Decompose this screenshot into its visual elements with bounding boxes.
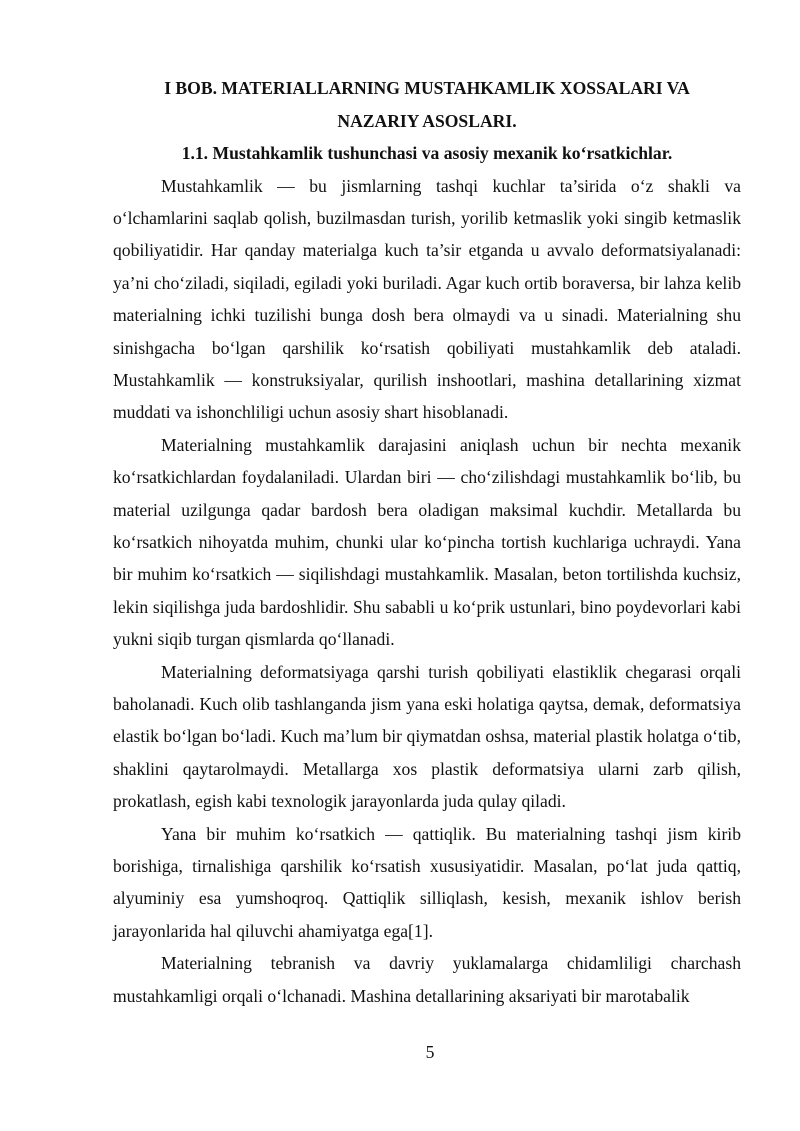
section-title: 1.1. Mustahkamlik tushunchasi va asosiy mexanik ko‘rsatkichlar. bbox=[181, 143, 673, 163]
paragraph-2: Materialning mustahkamlik darajasini aniqlash uchun bir nechta mexanik ko‘rsatkichlardan foydalaniladi. Ulardan biri — cho‘zilishdagi mustahkamlik bo‘lib, bu material uzilgunga qadar bardosh bera oladigan maksimal kuchdir. Metallarda bu ko‘rsatkich nihoyatda muhim, chunki ular ko‘pincha tortish kuchlariga uchraydi. Yana bir muhim ko‘rsatkich — siqilishdagi mustahkamlik. Masalan, beton tortilishda kuchsiz, lekin siqilishga juda bardoshlidir. Shu sababli u ko‘prik ustunlari, bino poydevorlari kabi yukni siqib turgan qismlarda qo‘llanadi. bbox=[113, 434, 741, 650]
paragraph-3: Materialning deformatsiyaga qarshi turish qobiliyati elastiklik chegarasi orqali baholanadi. Kuch olib tashlanganda jism yana eski holatiga qaytsa, demak, deformatsiya elastik bo‘lgan bo‘ladi. Kuch ma’lum bir qiymatdan oshsa, material plastik holatga o‘tib, shaklini qaytarolmaydi. Metallarga xos plastik deformatsiya ularni zarb qilish, prokatlash, egish kabi texnologik jarayonlarda juda qulay qiladi. bbox=[113, 661, 741, 812]
paragraph-1: Mustahkamlik — bu jismlarning tashqi kuchlar ta’sirida o‘z shakli va o‘lchamlarini saqlab qolish, buzilmasdan turish, yorilib ketmaslik yoki singib ketmaslik qobiliyatidir. Har qanday materialga kuch ta’sir etganda u avvalo deformatsiyalanadi: ya’ni cho‘ziladi, siqiladi, egiladi yoki buriladi. Agar kuch ortib boraversa, bir lahza kelib materialning ichki tuzilishi bunga dosh bera olmaydi va u sinadi. Materialning shu sinishgacha bo‘lgan qarshilik ko‘rsatish qobiliyati mustahkamlik deb ataladi. Mustahkamlik — konstruksiyalar, qurilish inshootlari, mashina detallarining xizmat muddati va ishonchliligi uchun asosiy shart hisoblanadi. bbox=[113, 175, 741, 423]
document-page bbox=[113, 72, 741, 1012]
page-number: 5 bbox=[425, 1042, 435, 1062]
paragraph-5: Materialning tebranish va davriy yuklamalarga chidamliligi charchash mustahkamligi orqali o‘lchanadi. Mashina detallarining aksariyati bir marotabalik bbox=[113, 953, 741, 1006]
chapter-title-line-1: I BOB. MATERIALLARNING MUSTAHKAMLIK XOSSALARI VA bbox=[164, 78, 690, 98]
paragraph-4: Yana bir muhim ko‘rsatkich — qattiqlik. Bu materialning tashqi jism kirib borishiga, tirnalishiga qarshilik ko‘rsatish xususiyatidir. Masalan, po‘lat juda qattiq, alyuminiy esa yumshoqroq. Qattiqlik silliqlash, kesish, mexanik ishlov berish jarayonlarida hal qiluvchi ahamiyatga ega[1]. bbox=[113, 823, 741, 941]
chapter-title-line-2: NAZARIY ASOSLARI. bbox=[337, 110, 517, 131]
